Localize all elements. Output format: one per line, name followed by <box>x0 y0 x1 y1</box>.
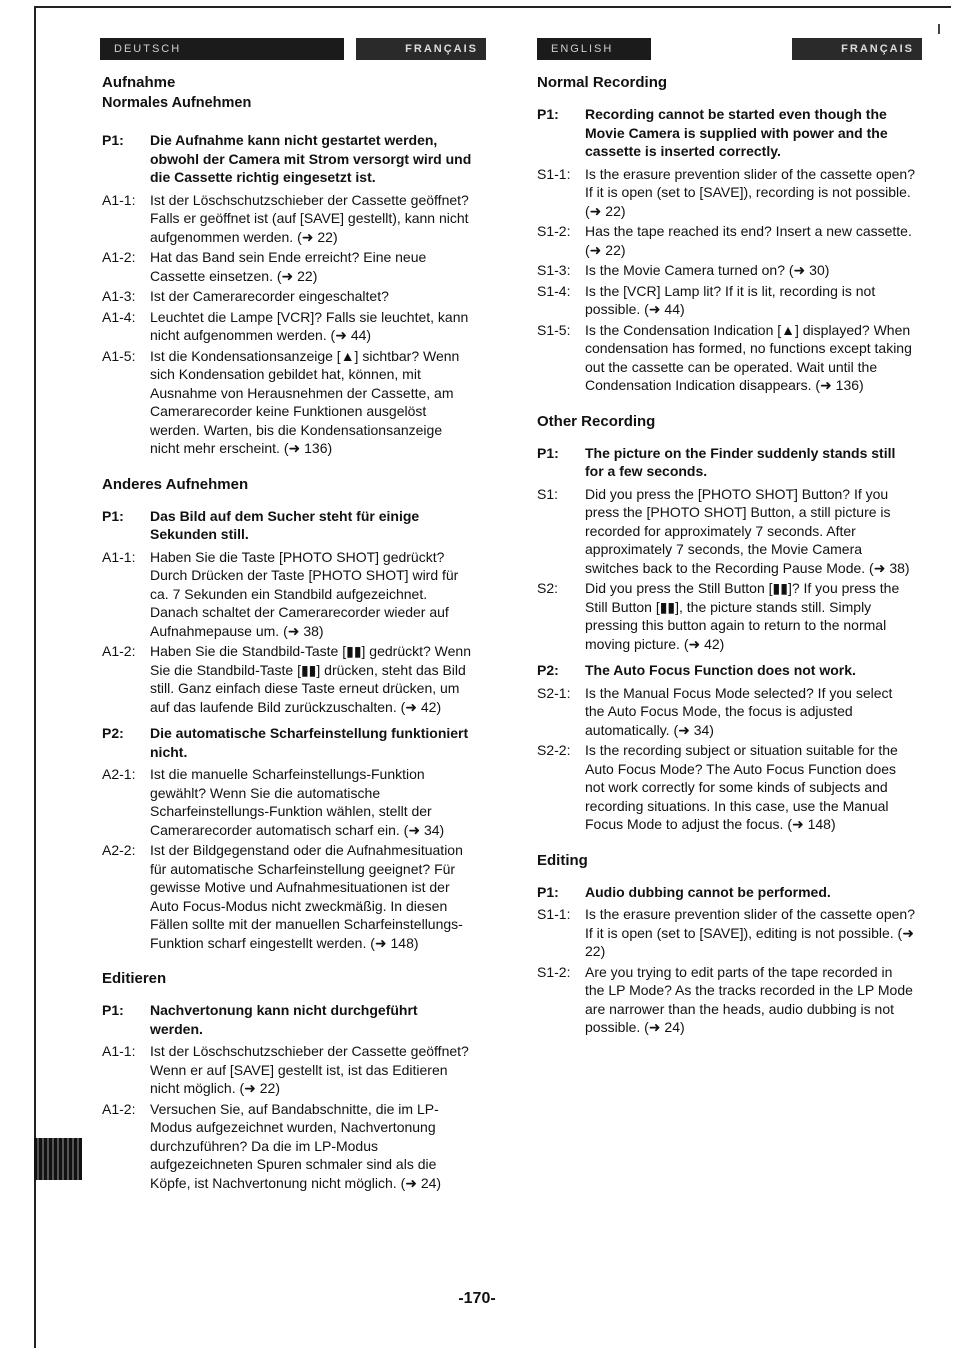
entry-label: S1-4: <box>537 282 571 299</box>
entry-text: Ist die Kondensationsanzeige [▲] sichtbar? Wenn sich Kondensation gebildet hat, können, mit Ausnahme von Herausnehmen der Cassette, am Camerarecorder keine Funktionen ausgelöst werden. Warten, bis die Kondensationsanzeige nicht mehr erscheint. (➜ 136) <box>150 347 460 456</box>
entry-text: Leuchtet die Lampe [VCR]? Falls sie leuchtet, kann nicht aufgenommen werden. (➜ 44) <box>150 308 469 343</box>
solution-entry <box>537 222 915 259</box>
entry-text: Has the tape reached its end? Insert a new cassette. (➜ 22) <box>585 223 912 258</box>
solution-entry <box>102 548 474 641</box>
solution-entry <box>102 1042 474 1098</box>
left-page-subtitle: Normales Aufnehmen <box>102 95 252 111</box>
solution-entry <box>537 261 915 280</box>
solution-entry <box>102 1100 474 1193</box>
entry-text: Audio dubbing cannot be performed. <box>585 883 831 900</box>
header-tab-right <box>537 38 651 60</box>
entry-text: Haben Sie die Taste [PHOTO SHOT] gedrückt? Durch Drücken der Taste [PHOTO SHOT] wird für ca. 7 Sekunden ein Standbild aufgezeichnet. Danach schaltet der Camerarecorder wieder auf Aufnahmepause um. (➜ 38) <box>150 548 459 639</box>
section-heading: Other Recording <box>537 412 656 430</box>
entry-text: Haben Sie die Standbild-Taste [▮▮] gedrückt? Wenn Sie die Standbild-Taste [▮▮] drücken, steht das Bild still. Ganz einfach diese Taste erneut drücken, um auf das laufende Bild zurückzuschalten. (➜ 42) <box>150 643 472 715</box>
edge-tab-marker <box>34 1138 82 1180</box>
entry-text: Ist der Bildgegenstand oder die Aufnahmesituation für automatische Scharfeinstellung geeignet? Für gewisse Motive und Aufnahmesituationen ist der Auto Focus-Modus nicht zweckmäßig. In diesen Fällen sollte mit der manuellen Scharfeinstellungs-Funktion scharf eingestellt werden. (➜ 148) <box>150 842 463 951</box>
header-tab-left <box>100 38 344 60</box>
right-page-title: Normal Recording <box>537 74 668 91</box>
entry-text: Die Aufnahme kann nicht gestartet werden, obwohl der Camera mit Strom versorgt wird und die Cassette richtig eingesetzt ist. <box>150 132 472 185</box>
entry-text: Versuchen Sie, auf Bandabschnitte, die im LP-Modus aufgezeichnet wurden, Nachvertonung durchzuführen? Da die im LP-Modus aufgezeichneten Spuren schmaler sind als die Köpfe, ist Nachvertonung nicht möglich. (➜ 24) <box>150 1100 442 1191</box>
solution-entry <box>537 963 915 1037</box>
solution-entry <box>537 165 915 221</box>
problem-entry <box>102 1001 474 1038</box>
entry-label: A1-5: <box>102 347 136 364</box>
entry-text: Ist der Löschschutzschieber der Cassette geöffnet? Falls er geöffnet ist (auf [SAVE] gestellt), kann nicht aufgenommen werden. (➜ 22) <box>150 191 469 245</box>
solution-entry <box>102 308 474 345</box>
entry-text: The Auto Focus Function does not work. <box>585 662 856 678</box>
entry-label: P1: <box>102 1002 124 1018</box>
entry-label: A1-4: <box>102 308 136 325</box>
entry-text: Is the recording subject or situation suitable for the Auto Focus Mode? The Auto Focus Function does not work correctly for some kinds of subjects and recording situations. In this case, use the Manual Focus Mode to adjust the focus. (➜ 148) <box>585 742 898 832</box>
entry-label: S1-1: <box>537 165 571 182</box>
entry-text: Is the erasure prevention slider of the cassette open? If it is open (set to [SAVE]), recording is not possible. (➜ 22) <box>585 165 915 219</box>
solution-entry <box>537 321 915 395</box>
entry-label: A1-1: <box>102 191 136 208</box>
solution-entry <box>102 347 474 458</box>
problem-entry <box>537 444 915 481</box>
problem-entry <box>102 724 474 761</box>
entry-label: S1: <box>537 485 559 502</box>
solution-entry <box>102 248 474 285</box>
solution-entry <box>102 191 474 247</box>
header-badge-right <box>792 38 922 60</box>
solution-entry <box>537 905 915 961</box>
entry-text: Is the Manual Focus Mode selected? If you select the Auto Focus Mode, the focus is adjusted automatically. (➜ 34) <box>585 684 893 738</box>
solution-entry <box>537 741 915 834</box>
entry-text: Ist die manuelle Scharfeinstellungs-Funktion gewählt? Wenn Sie die automatische Scharfeinstellungs-Funktion wählen, stellt der Camerarecorder automatisch scharf ein. (➜ 34) <box>150 766 445 838</box>
left-page-title: Aufnahme <box>102 74 176 91</box>
entry-label: A2-1: <box>102 766 136 782</box>
entry-label: S1-2: <box>537 963 571 980</box>
entry-text: Is the erasure prevention slider of the cassette open? If it is open (set to [SAVE]), editing is not possible. (➜ 22) <box>585 906 915 959</box>
solution-entry <box>102 642 474 716</box>
problem-entry <box>102 507 474 544</box>
entry-label: P2: <box>537 662 559 678</box>
entry-text: Is the Movie Camera turned on? (➜ 30) <box>585 262 830 278</box>
page-number: -170- <box>458 1290 496 1307</box>
entry-label: S2-2: <box>537 742 571 758</box>
entry-text: Hat das Band sein Ende erreicht? Eine neue Cassette einsetzen. (➜ 22) <box>150 249 427 284</box>
section-heading: Editing <box>537 851 588 869</box>
entry-label: P1: <box>537 444 559 461</box>
entry-label: S1-2: <box>537 223 571 239</box>
right-column <box>537 74 915 1039</box>
header-badge-left-label: FRANÇAIS <box>405 43 478 55</box>
entry-text: Are you trying to edit parts of the tape recorded in the LP Mode? As the tracks recorded in the LP Mode are narrower than the heads, audio dubbing is not possible. (➜ 24) <box>585 963 913 1035</box>
left-column <box>102 74 474 1194</box>
entry-label: A1-3: <box>102 288 136 304</box>
header-tab-right-label: ENGLISH <box>551 43 614 55</box>
section-heading: Anderes Aufnehmen <box>102 475 249 493</box>
entry-label: A2-2: <box>102 842 136 858</box>
entry-label: P1: <box>537 106 559 122</box>
entry-label: S1-1: <box>537 906 571 922</box>
left-sections <box>102 131 474 1192</box>
problem-entry <box>537 661 915 680</box>
corner-mark <box>938 24 940 34</box>
entry-label: A1-2: <box>102 249 136 265</box>
entry-text: Ist der Camerarecorder eingeschaltet? <box>150 288 389 304</box>
entry-text: Did you press the Still Button [▮▮]? If you press the Still Button [▮▮], the picture stands still. Simply pressing this button again to return to the normal moving picture. (➜ 42) <box>585 580 900 652</box>
section-heading: Editieren <box>102 970 167 987</box>
entry-label: P1: <box>537 883 559 900</box>
solution-entry <box>102 841 474 952</box>
entry-text: Did you press the [PHOTO SHOT] Button? If you press the [PHOTO SHOT] Button, a still picture is recorded for approximately 7 seconds. After approximately 7 seconds, the Movie Camera switches back to the Recording Pause Mode. (➜ 38) <box>585 485 910 576</box>
entry-text: Die automatische Scharfeinstellung funktioniert nicht. <box>150 725 469 760</box>
entry-label: P2: <box>102 725 124 741</box>
entry-label: A1-2: <box>102 643 136 659</box>
right-sections <box>537 105 915 1037</box>
entry-text: Is the Condensation Indication [▲] displayed? When condensation has formed, no functions except taking out the cassette can be operated. Wait until the Condensation Indication disappears. (➜ 136) <box>585 321 912 393</box>
problem-entry <box>537 883 915 902</box>
entry-label: S2-1: <box>537 684 571 701</box>
entry-label: P1: <box>102 507 124 524</box>
header-badge-left <box>356 38 486 60</box>
solution-entry <box>537 579 915 653</box>
solution-entry <box>537 684 915 740</box>
entry-text: Recording cannot be started even though the Movie Camera is supplied with power and the cassette is inserted correctly. <box>585 106 888 159</box>
entry-text: Nachvertonung kann nicht durchgeführt werden. <box>150 1002 418 1037</box>
solution-entry <box>102 287 474 306</box>
problem-entry <box>537 105 915 161</box>
entry-label: S2: <box>537 580 559 596</box>
entry-label: A1-1: <box>102 1043 136 1059</box>
entry-label: P1: <box>102 132 124 148</box>
entry-text: Das Bild auf dem Sucher steht für einige Sekunden still. <box>150 507 420 542</box>
solution-entry <box>102 765 474 839</box>
entry-text: Is the [VCR] Lamp lit? If it is lit, recording is not possible. (➜ 44) <box>585 282 876 317</box>
solution-entry <box>537 282 915 319</box>
entry-label: S1-5: <box>537 321 571 338</box>
entry-text: The picture on the Finder suddenly stands still for a few seconds. <box>585 444 896 479</box>
solution-entry <box>537 485 915 578</box>
entry-label: S1-3: <box>537 262 571 278</box>
entry-text: Ist der Löschschutzschieber der Cassette geöffnet? Wenn er auf [SAVE] gestellt ist, ist das Editieren nicht möglich. (➜ 22) <box>150 1043 469 1096</box>
entry-label: A1-1: <box>102 548 136 565</box>
header-badge-right-label: FRANÇAIS <box>841 43 914 55</box>
problem-entry <box>102 131 474 187</box>
header-tab-left-label: DEUTSCH <box>114 43 182 55</box>
entry-label: A1-2: <box>102 1100 136 1117</box>
